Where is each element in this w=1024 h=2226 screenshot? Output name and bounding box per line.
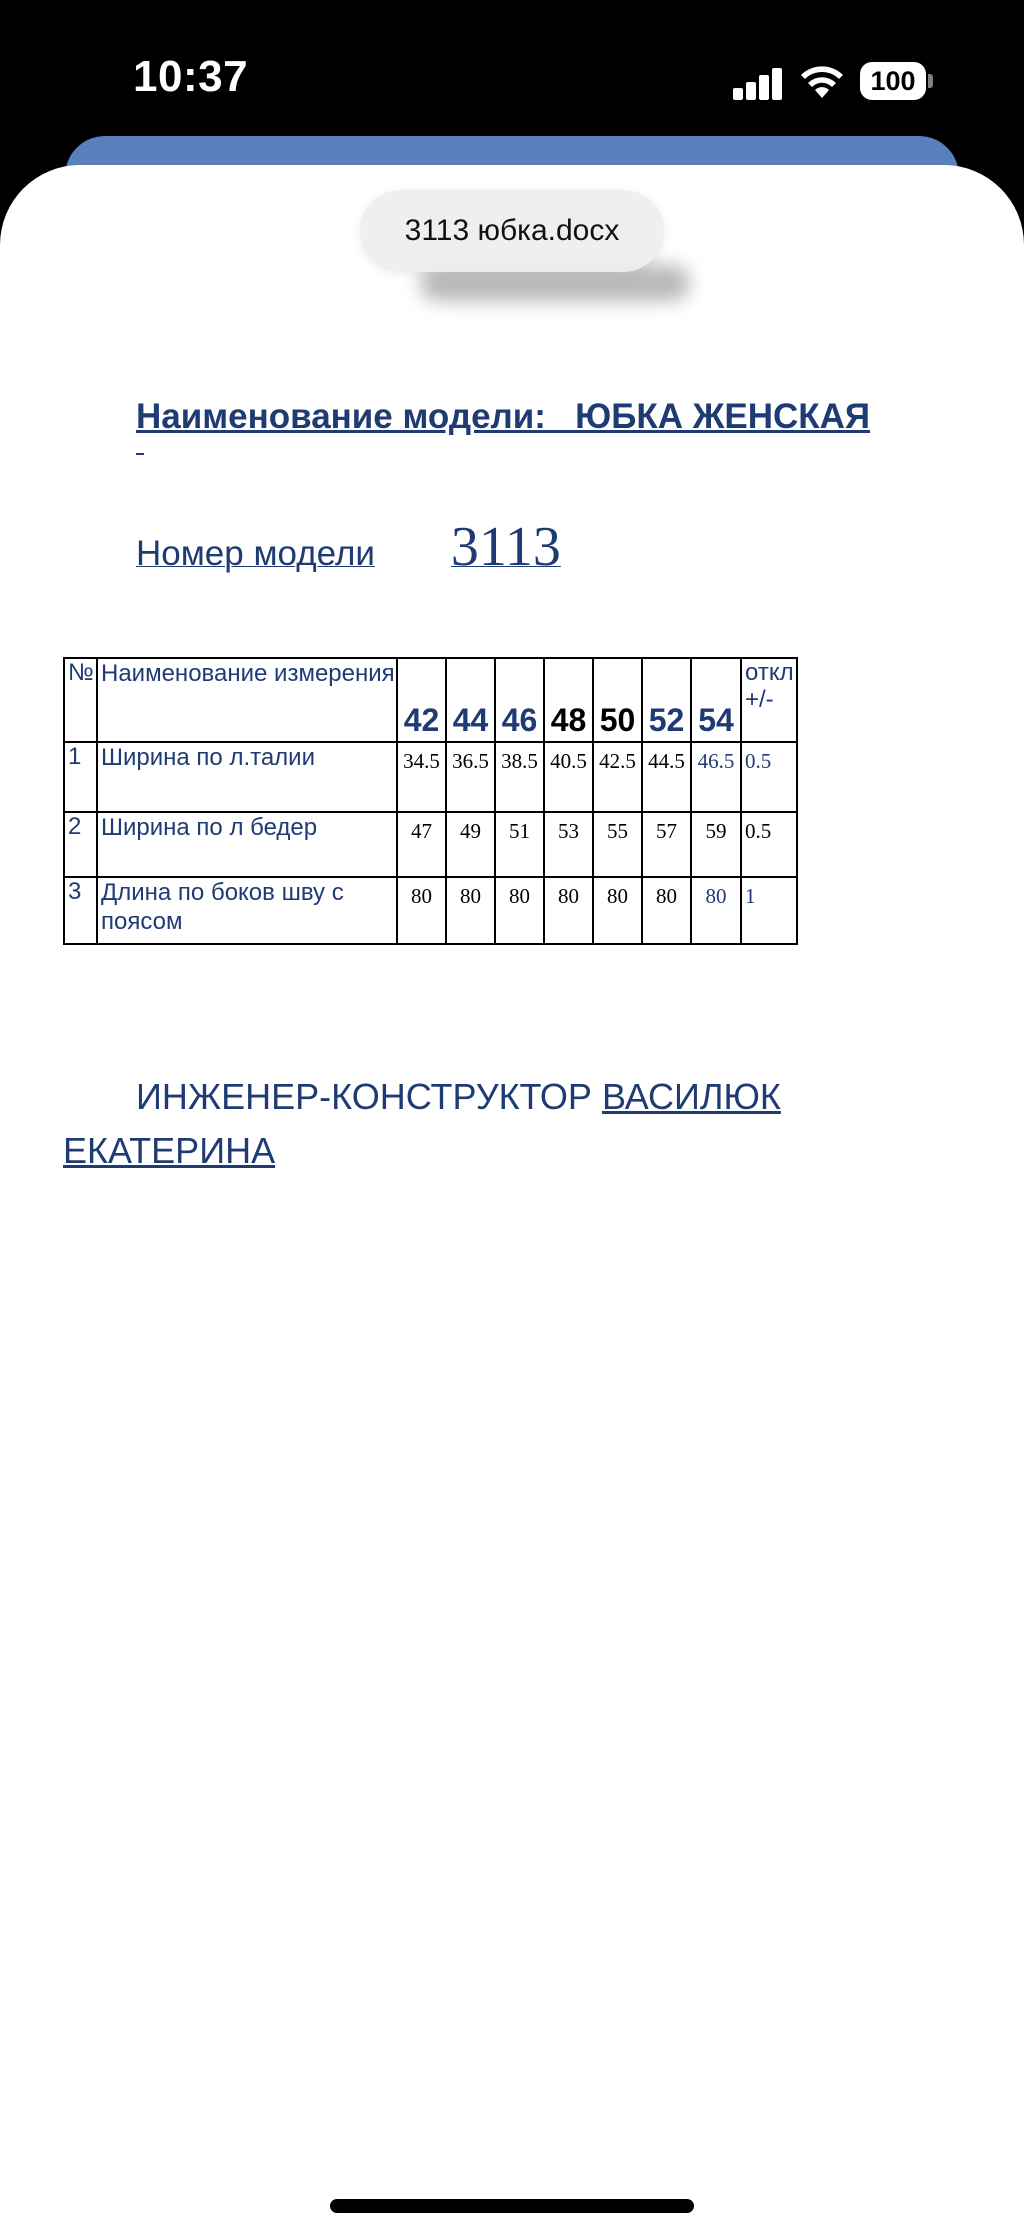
document-sheet[interactable]: [0, 165, 1024, 2226]
size-46: 46: [495, 658, 544, 742]
engineer-title: ИНЖЕНЕР-КОНСТРУКТОР: [136, 1076, 592, 1117]
signal-icon: [733, 68, 783, 100]
home-indicator[interactable]: [330, 2199, 694, 2213]
model-number-row: [136, 515, 561, 579]
file-title-pill[interactable]: 3113 юбка.docx: [360, 190, 664, 272]
row-value: 46.5: [691, 742, 741, 812]
header-name: Наименование измерения: [97, 658, 397, 742]
row-value: 44.5: [642, 742, 691, 812]
row-value: 47: [397, 812, 446, 877]
row-value: 51: [495, 812, 544, 877]
wifi-icon: [800, 62, 844, 100]
row-value: 80: [642, 877, 691, 944]
battery-level: 100: [860, 62, 926, 100]
battery-icon: [860, 62, 934, 100]
row-num: 3: [64, 877, 97, 944]
status-bar: [0, 0, 1024, 150]
row-name: Ширина по л бедер: [97, 812, 397, 877]
row-value: 80: [495, 877, 544, 944]
engineer-name-second: ЕКАТЕРИНА: [63, 1130, 276, 1171]
row-value: 55: [593, 812, 642, 877]
row-value: 36.5: [446, 742, 495, 812]
row-value: 40.5: [544, 742, 593, 812]
underscore-mark: [136, 453, 144, 455]
row-num: 2: [64, 812, 97, 877]
row-deviation: 1: [741, 877, 797, 944]
status-time: 10:37: [133, 52, 249, 101]
row-value: 49: [446, 812, 495, 877]
engineer-signature: [63, 1070, 883, 1178]
row-deviation: 0.5: [741, 812, 797, 877]
measurements-table: [63, 657, 798, 945]
engineer-name-first: ВАСИЛЮК: [601, 1076, 781, 1117]
size-48: 48: [544, 658, 593, 742]
row-value: 80: [593, 877, 642, 944]
table-row: [64, 812, 797, 877]
size-42: 42: [397, 658, 446, 742]
model-number-value: 3113: [450, 516, 561, 578]
row-value: 38.5: [495, 742, 544, 812]
model-number-label: Номер модели: [136, 534, 375, 573]
model-name-heading: Наименование модели: _ЮБКА ЖЕНСКАЯ: [136, 397, 871, 436]
row-deviation: 0.5: [741, 742, 797, 812]
header-num: №: [64, 658, 97, 742]
row-value: 34.5: [397, 742, 446, 812]
row-value: 80: [544, 877, 593, 944]
row-value: 53: [544, 812, 593, 877]
size-50: 50: [593, 658, 642, 742]
row-value: 57: [642, 812, 691, 877]
row-name: Длина по боков шву с поясом: [97, 877, 397, 944]
row-value: 80: [446, 877, 495, 944]
size-54: 54: [691, 658, 741, 742]
header-deviation: откл +/-: [741, 658, 797, 742]
row-value: 80: [691, 877, 741, 944]
table-row: [64, 877, 797, 944]
row-num: 1: [64, 742, 97, 812]
row-name: Ширина по л.талии: [97, 742, 397, 812]
size-44: 44: [446, 658, 495, 742]
row-value: 59: [691, 812, 741, 877]
table-header-row: [64, 658, 797, 742]
size-52: 52: [642, 658, 691, 742]
table-row: [64, 742, 797, 812]
row-value: 80: [397, 877, 446, 944]
row-value: 42.5: [593, 742, 642, 812]
